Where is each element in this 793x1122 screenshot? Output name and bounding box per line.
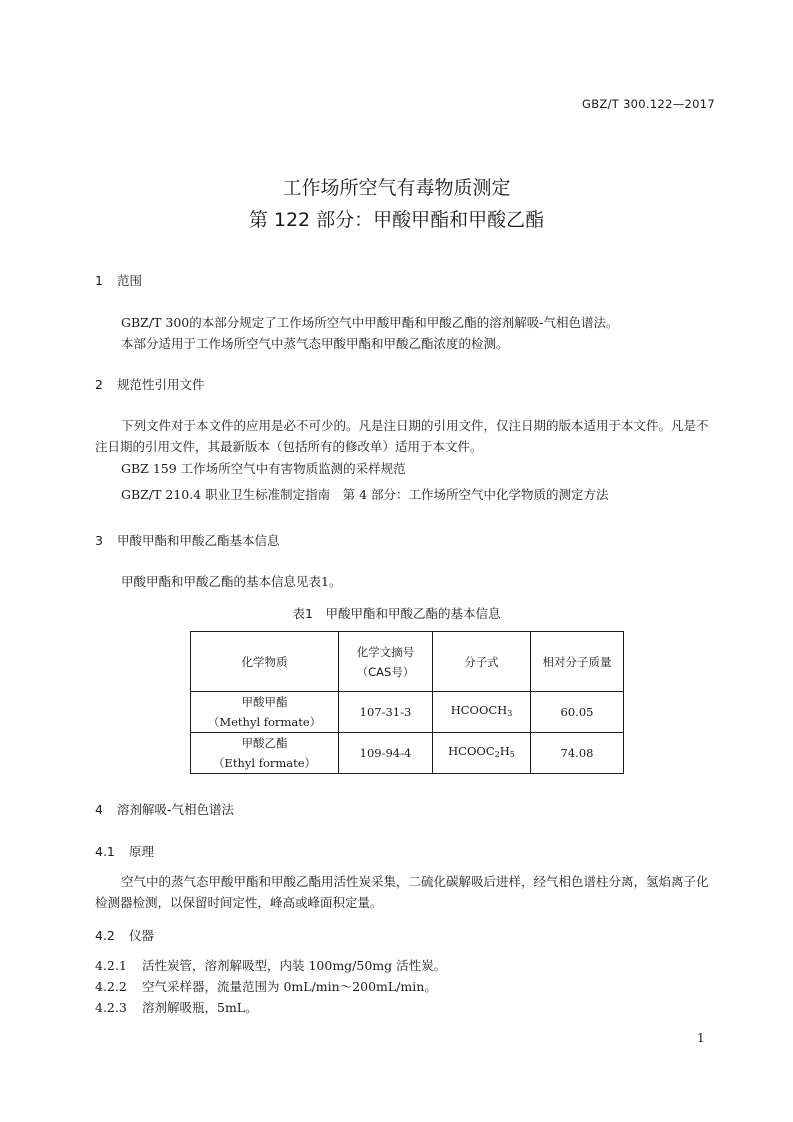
clause-4-1-heading bbox=[95, 842, 154, 860]
cell-cas: 109-94-4 bbox=[339, 733, 433, 774]
table-header-row bbox=[191, 632, 624, 692]
section-title: 规范性引用文件 bbox=[117, 377, 205, 392]
cell-molecular-weight: 74.08 bbox=[531, 733, 624, 774]
substance-name-cn: 甲酸乙酯 bbox=[241, 736, 288, 750]
cell-formula bbox=[433, 692, 531, 733]
cell-molecular-weight: 60.05 bbox=[531, 692, 624, 733]
table-row bbox=[191, 733, 624, 774]
header-cas-line1: 化学文摘号 bbox=[356, 644, 415, 659]
formula-subscript: 3 bbox=[507, 709, 513, 718]
substance-name-en: （Methyl formate） bbox=[207, 715, 322, 729]
table-row bbox=[191, 692, 624, 733]
clause-number: 4.1 bbox=[95, 844, 115, 859]
formula-subscript-2: 5 bbox=[509, 750, 515, 759]
section-number: 4 bbox=[95, 802, 103, 817]
clause-4-2-2 bbox=[95, 977, 437, 995]
cell-substance bbox=[191, 733, 339, 774]
header-cas-line2: （CAS号） bbox=[356, 664, 415, 679]
section-3-paragraph-1: 甲酸甲酯和甲酸乙酯的基本信息见表1。 bbox=[121, 574, 342, 589]
cell-formula bbox=[433, 733, 531, 774]
document-subtitle: 第 122 部分：甲酸甲酯和甲酸乙酯 bbox=[248, 209, 545, 231]
basic-info-table bbox=[190, 631, 624, 774]
header-molecular-weight: 相对分子质量 bbox=[531, 632, 624, 692]
section-number: 3 bbox=[95, 533, 103, 548]
section-title: 溶剂解吸-气相色谱法 bbox=[117, 802, 235, 817]
cell-substance bbox=[191, 692, 339, 733]
clause-number: 4.2.1 bbox=[95, 958, 127, 973]
clause-4-2-3 bbox=[95, 998, 258, 1016]
formula-main: HCOOCH bbox=[450, 703, 508, 717]
formula-part-b: H bbox=[499, 744, 510, 758]
clause-number: 4.2 bbox=[95, 928, 115, 943]
page-number: 1 bbox=[697, 1031, 705, 1045]
clause-4-1-text: 空气中的蒸气态甲酸甲酯和甲酸乙酯用活性炭采集，二硫化碳解吸后进样，经气相色谱柱分离，氢焰离子化检测器检测，以保留时间定性，峰高或峰面积定量。 bbox=[95, 874, 709, 910]
formula-part-a: HCOOC bbox=[448, 744, 495, 758]
document-title: 工作场所空气有毒物质测定 bbox=[282, 177, 511, 199]
normative-reference-2: GBZ/T 210.4 职业卫生标准制定指南 第 4 部分：工作场所空气中化学物质的测定方法 bbox=[121, 487, 609, 502]
header-cas bbox=[339, 632, 433, 692]
section-3-heading bbox=[95, 531, 280, 549]
header-formula: 分子式 bbox=[433, 632, 531, 692]
substance-name-en: （Ethyl formate） bbox=[212, 756, 317, 770]
clause-text: 空气采样器，流量范围为 0mL/min～200mL/min。 bbox=[142, 979, 437, 994]
table-caption: 表1 甲酸甲酯和甲酸乙酯的基本信息 bbox=[292, 606, 501, 621]
clause-title: 原理 bbox=[129, 844, 155, 859]
standard-code: GBZ/T 300.122—2017 bbox=[582, 97, 715, 111]
header-substance: 化学物质 bbox=[191, 632, 339, 692]
section-2-heading bbox=[95, 375, 205, 393]
clause-text: 活性炭管，溶剂解吸型，内装 100mg/50mg 活性炭。 bbox=[142, 958, 447, 973]
clause-4-2-1 bbox=[95, 956, 446, 974]
clause-4-2-heading bbox=[95, 926, 154, 944]
section-number: 2 bbox=[95, 377, 103, 392]
clause-text: 溶剂解吸瓶，5mL。 bbox=[142, 1000, 258, 1015]
section-title: 范围 bbox=[117, 273, 143, 288]
clause-number: 4.2.3 bbox=[95, 1000, 127, 1015]
section-4-heading bbox=[95, 800, 234, 818]
section-number: 1 bbox=[95, 273, 103, 288]
section-1-heading bbox=[95, 271, 142, 289]
clause-number: 4.2.2 bbox=[95, 979, 127, 994]
section-title: 甲酸甲酯和甲酸乙酯基本信息 bbox=[117, 533, 280, 548]
section-1-paragraph-2: 本部分适用于工作场所空气中蒸气态甲酸甲酯和甲酸乙酯浓度的检测。 bbox=[121, 336, 509, 351]
section-2-paragraph-1: 下列文件对于本文件的应用是必不可少的。凡是注日期的引用文件，仅注日期的版本适用于本文件。凡是不注日期的引用文件，其最新版本（包括所有的修改单）适用于本文件。 bbox=[95, 418, 709, 454]
normative-reference-1: GBZ 159 工作场所空气中有害物质监测的采样规范 bbox=[121, 461, 406, 476]
substance-name-cn: 甲酸甲酯 bbox=[241, 695, 288, 709]
section-1-paragraph-1: GBZ/T 300的本部分规定了工作场所空气中甲酸甲酯和甲酸乙酯的溶剂解吸-气相色谱法。 bbox=[121, 315, 619, 330]
formula-subscript-1: 2 bbox=[494, 750, 500, 759]
cell-cas: 107-31-3 bbox=[339, 692, 433, 733]
clause-title: 仪器 bbox=[129, 928, 155, 943]
